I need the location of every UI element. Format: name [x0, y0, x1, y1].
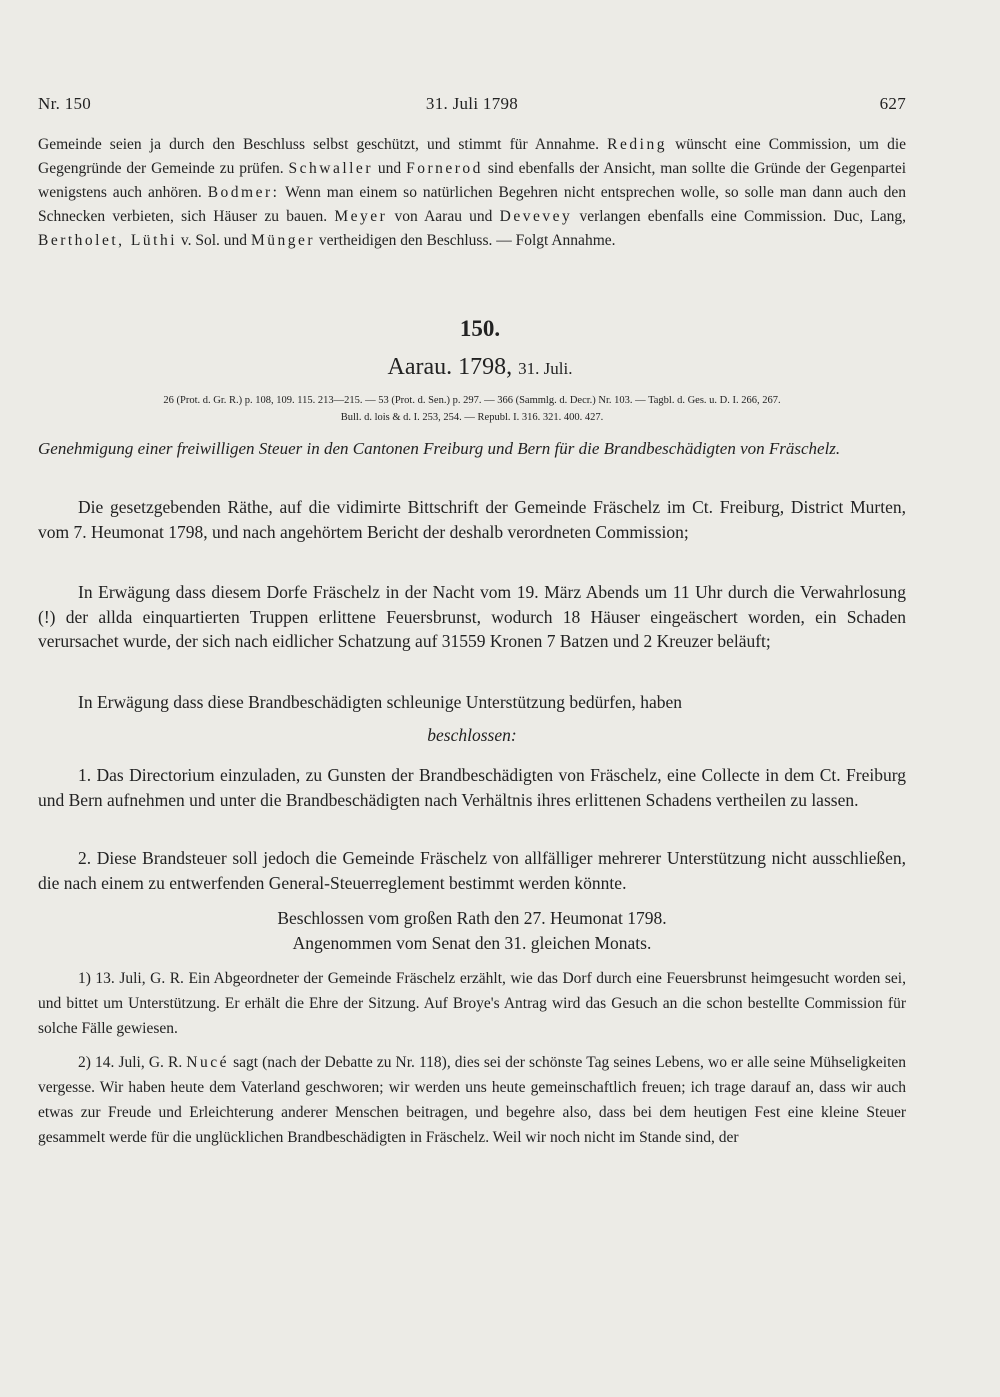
header-date: 31. Juli 1798: [425, 94, 519, 113]
closing-line: Angenommen vom Senat den 31. gleichen Monats.: [292, 932, 652, 953]
header-entry-number: Nr. 150: [38, 94, 92, 113]
speaker-name: Schwaller: [288, 160, 373, 177]
speaker-name: Bertholet, Lüthi: [38, 232, 178, 249]
footnote: [38, 966, 906, 1041]
paragraph: In Erwägung dass diesem Dorfe Fräschelz in der Nacht vom 19. März Abends um 11 Uhr durch die Verwahrlosung (!) der allda einquartierten Truppen erlittene Feuersbrunst, wodurch 18 Häuser eingeäschert worden, ein Schaden verursachet wurde, der sich nach eidlicher Schatzung auf 31559 Kronen 7 Batzen und 2 Kreuzer beläuft;: [38, 582, 906, 651]
note-text: 2) 14. Juli, G. R.: [78, 1054, 183, 1071]
speaker-name: Devevey: [499, 208, 573, 225]
entry-date: 31. Juli.: [518, 359, 573, 378]
speaker-name: Fornerod: [406, 160, 483, 177]
text-segment: Gemeinde seien ja durch den Beschluss selbst geschützt, und stimmt für Annahme.: [38, 136, 600, 153]
resolution-body: [38, 846, 906, 895]
page-number: 627: [879, 94, 906, 113]
references-line: 26 (Prot. d. Gr. R.) p. 108, 109. 115. 213—215. — 53 (Prot. d. Sen.) p. 297. — 366 (Sammlg. d. Decr.) Nr. 103. — Tagbl. d. Ges. u. D. I. 266, 267.: [163, 395, 781, 406]
text-segment: verlangen ebenfalls eine Commission. Duc, Lang,: [579, 208, 907, 225]
running-header: [38, 94, 906, 118]
paragraph: In Erwägung dass diese Brandbeschädigten schleunige Unterstützung bedürfen, haben: [78, 692, 683, 712]
text-segment: Wenn man einem so natürlichen Begehren nicht entsprechen wolle, so solle man dann auch den Schnecken verbieten, sich Häuser zu bauen.: [38, 184, 906, 225]
text-segment: vertheidigen den Beschluss. — Folgt Annahme.: [318, 232, 616, 249]
paragraph: Die gesetzgebenden Räthe, auf die vidimirte Bittschrift der Gemeinde Fräschelz im Ct. Freiburg, District Murten, vom 7. Heumonat 1798, und nach angehörtem Bericht der deshalb verordneten Commission;: [38, 497, 906, 542]
entry-number: 150.: [459, 316, 501, 341]
text-segment: sind ebenfalls der Ansicht, man sollte die Gründe der Gegenpartei wenigstens auch anhören.: [38, 160, 907, 201]
note-text: 1) 13. Juli, G. R. Ein Abgeordneter der Gemeinde Fräschelz erzählt, wie das Dorf durch eine Feuersbrunst heimgesucht worden sei, und bittet um Unterstützung. Er erhält die Ehre der Sitzung. Auf Broye's Antrag wird das Gesuch an die schon bestellte Commission für solche Fälle gewiesen.: [38, 970, 906, 1037]
resolution-body: [38, 690, 906, 747]
references-line: Bull. d. lois & d. I. 253, 254. — Republ. I. 316. 321. 400. 427.: [340, 412, 604, 423]
speaker-name: Nucé: [186, 1054, 229, 1071]
paragraph: 1. Das Directorium einzuladen, zu Gunsten der Brandbeschädigten von Fräschelz, eine Collecte in dem Ct. Freiburg und Bern aufnehmen und unter die Brandbeschädigten nach Verhältnis ihres erlittenen Schadens vertheilen zu lassen.: [38, 765, 906, 810]
resolution-body: [38, 763, 906, 812]
speaker-name: Reding: [607, 136, 667, 153]
paragraph: 2. Diese Brandsteuer soll jedoch die Gemeinde Fräschelz von allfälliger mehrerer Unterstützung nicht ausschließen, die nach einem zu entwerfenden General-Steuerreglement bestimmt werden könnte.: [38, 848, 906, 893]
resolution-body: [38, 580, 906, 654]
footnote: [38, 1050, 906, 1150]
closing-formula: [38, 906, 906, 955]
text-segment: und: [377, 160, 402, 177]
text-segment: wünscht eine Commission, um die Gegengründe der Gemeinde zu prüfen.: [38, 136, 907, 177]
speaker-name: Münger: [250, 232, 316, 249]
entry-place-date: [0, 354, 960, 381]
closing-line: Beschlossen vom großen Rath den 27. Heumonat 1798.: [277, 908, 667, 928]
speaker-name: Bodmer:: [207, 184, 280, 201]
text-segment: v. Sol. und: [180, 232, 248, 249]
speaker-name: Meyer: [334, 208, 388, 225]
entry-title: Genehmigung einer freiwilligen Steuer in den Cantonen Freiburg und Bern für die Brandbeschädigten von Fräschelz.: [38, 439, 841, 458]
continued-paragraph: [38, 133, 906, 253]
resolved-heading: beschlossen:: [427, 724, 517, 745]
resolution-body: [38, 495, 906, 544]
text-segment: von Aarau und: [394, 208, 493, 225]
entry-place: Aarau. 1798,: [387, 354, 513, 380]
source-references: [38, 392, 906, 426]
note-text: sagt (nach der Debatte zu Nr. 118), dies sei der schönste Tag seines Lebens, wo er alle seine Mühseligkeiten vergesse. Wir haben heute dem Vaterland geschworen; wir werden uns heute gemeinschaftlich freuen; ich trage darauf an, dass wir auch etwas zur Freude und Erleichterung anderer Menschen beitragen, und begehre also, dass bei dem heutigen Fest eine kleine Steuer gesammelt werde für die unglücklichen Brandbeschädigten in Fräschelz. Weil wir noch nicht im Stande sind, der: [38, 1054, 907, 1146]
